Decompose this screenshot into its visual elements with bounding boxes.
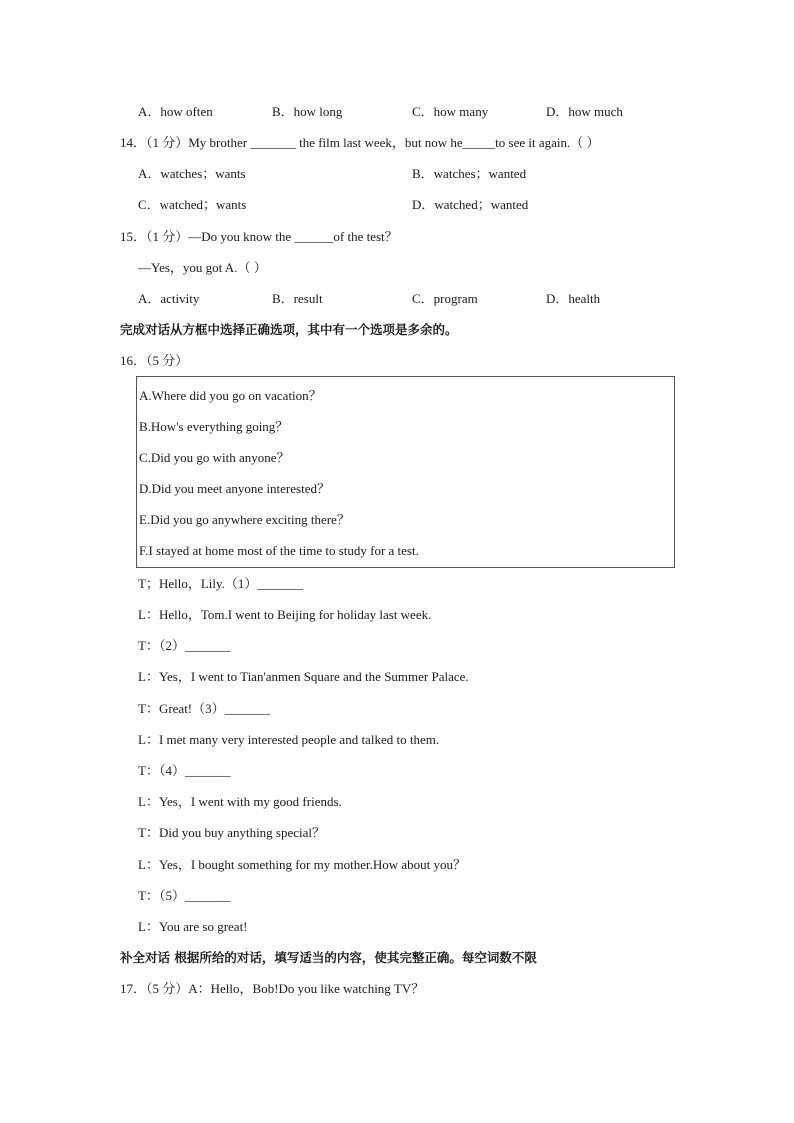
q14-option-d[interactable]: D．watched；wanted bbox=[412, 197, 529, 212]
dialogue-line: T：Great!（3）_______ bbox=[138, 701, 271, 716]
q15-option-b[interactable]: B．result bbox=[272, 291, 323, 306]
q16-box-option-f: F.I stayed at home most of the time to study for a test. bbox=[139, 543, 419, 558]
dialogue-line: T：（2）_______ bbox=[138, 638, 231, 653]
q14-option-c[interactable]: C．watched；wants bbox=[138, 197, 247, 212]
dialogue-line: T：（4）_______ bbox=[138, 763, 231, 778]
dialogue-line: L：Yes，I bought something for my mother.How about you？ bbox=[138, 857, 466, 872]
q13-option-b[interactable]: B．how long bbox=[272, 104, 343, 119]
dialogue-line: T；Hello，Lily.（1）_______ bbox=[138, 576, 303, 591]
q14-option-b[interactable]: B．watches；wanted bbox=[412, 166, 527, 181]
q15-answer-line: —Yes，you got A.（ ） bbox=[138, 260, 267, 275]
q16-box-option-a: A.Where did you go on vacation？ bbox=[139, 388, 322, 403]
dialogue-line: L：You are so great! bbox=[138, 919, 248, 934]
section-heading-complete-dialogue: 补全对话 根据所给的对话，填写适当的内容，使其完整正确。每空词数不限 bbox=[120, 950, 537, 965]
dialogue-line: L：Hello，Tom.I went to Beijing for holiday last week. bbox=[138, 607, 432, 622]
section-heading-dialogue-choice: 完成对话从方框中选择正确选项，其中有一个选项是多余的。 bbox=[120, 322, 458, 337]
q16-box-option-b: B.How's everything going？ bbox=[139, 419, 289, 434]
q14-option-a[interactable]: A．watches；wants bbox=[138, 166, 246, 181]
q17-stem: 17．（5 分）A：Hello，Bob!Do you like watching TV？ bbox=[120, 981, 425, 996]
q16-stem: 16．（5 分） bbox=[120, 353, 189, 368]
dialogue-line: L：Yes，I went to Tian'anmen Square and the Summer Palace. bbox=[138, 669, 469, 684]
q15-stem: 15．（1 分）—Do you know the ______of the test？ bbox=[120, 229, 398, 244]
q16-box-option-d: D.Did you meet anyone interested？ bbox=[139, 481, 330, 496]
q13-option-d[interactable]: D．how much bbox=[546, 104, 623, 119]
q15-option-a[interactable]: A．activity bbox=[138, 291, 200, 306]
q16-box-option-c: C.Did you go with anyone？ bbox=[139, 450, 290, 465]
dialogue-line: L：I met many very interested people and talked to them. bbox=[138, 732, 440, 747]
dialogue-line: T：Did you buy anything special？ bbox=[138, 825, 326, 840]
q13-option-c[interactable]: C．how many bbox=[412, 104, 489, 119]
q16-box-option-e: E.Did you go anywhere exciting there？ bbox=[139, 512, 350, 527]
q15-option-d[interactable]: D．health bbox=[546, 291, 601, 306]
q14-stem: 14．（1 分）My brother _______ the film last week，but now he_____to see it again.（ ） bbox=[120, 135, 600, 150]
dialogue-line: T：（5）_______ bbox=[138, 888, 231, 903]
dialogue-line: L：Yes，I went with my good friends. bbox=[138, 794, 342, 809]
q15-option-c[interactable]: C．program bbox=[412, 291, 478, 306]
q16-options-box bbox=[136, 376, 675, 568]
q13-option-a[interactable]: A．how often bbox=[138, 104, 213, 119]
